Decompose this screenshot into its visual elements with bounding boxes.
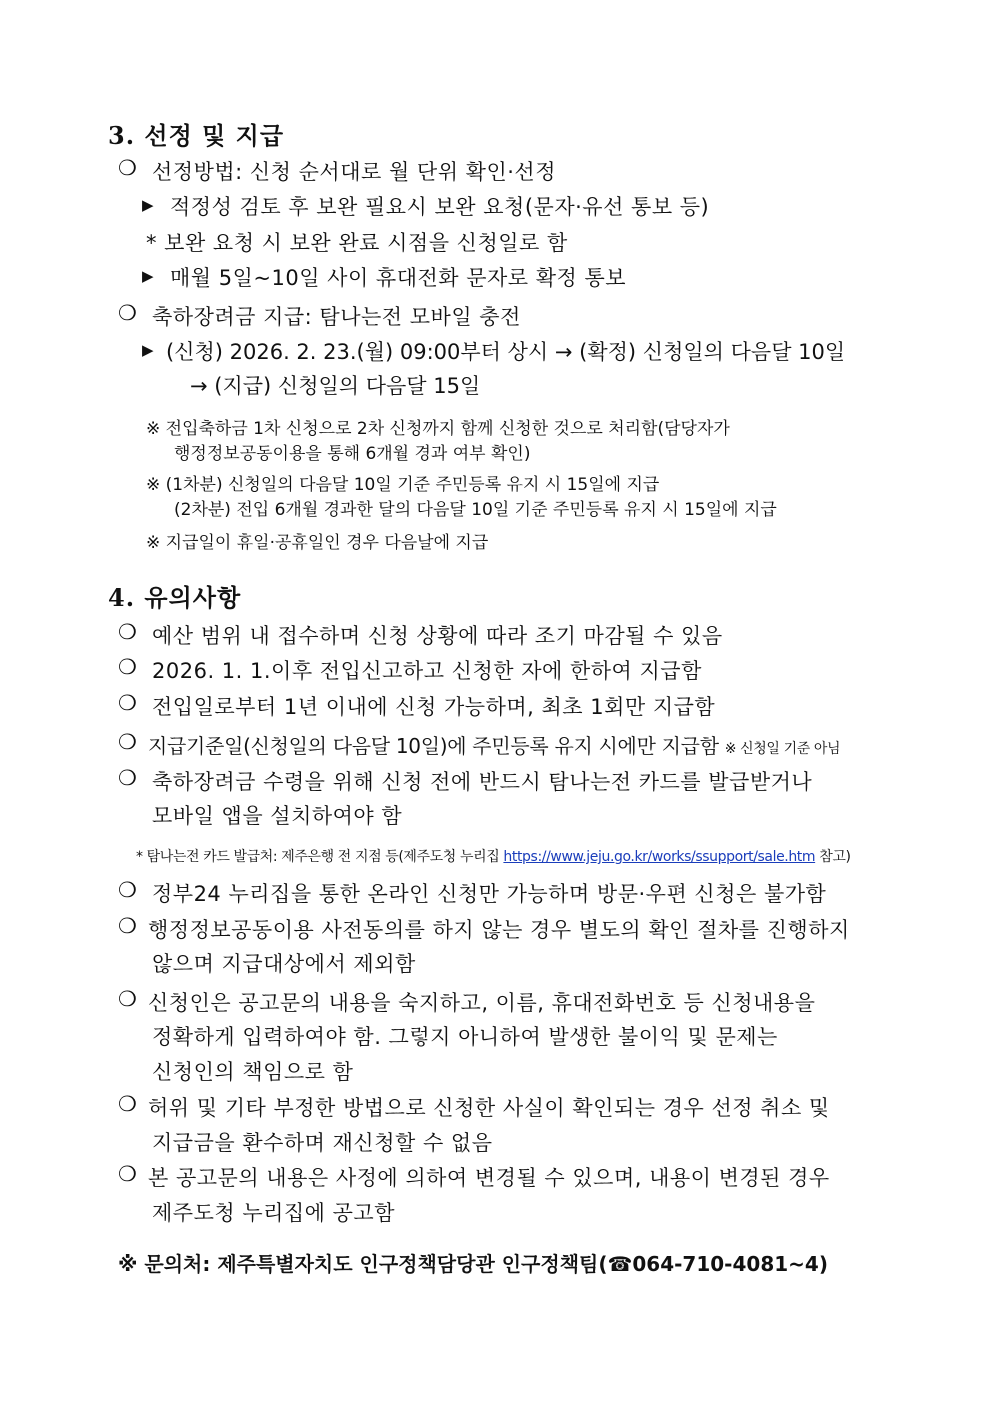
- confirm-notice-item: 매월 5일~10일 사이 휴대전화 문자로 확정 통보: [170, 266, 627, 290]
- note-2b: (2차분) 전입 6개월 경과한 달의 다음달 10일 기준 주민등록 유지 시 15일에 지급: [174, 500, 777, 520]
- note-2a: ※ (1차분) 신청일의 다음달 10일 기준 주민등록 유지 시 15일에 지급: [146, 475, 660, 495]
- notice-item-10a: 본 공고문의 내용은 사정에 의하여 변경될 수 있으며, 내용이 변경된 경우: [148, 1166, 830, 1190]
- section-4-title: 4. 유의사항: [108, 583, 242, 612]
- schedule-line-2: → (지급) 신청일의 다음달 15일: [190, 374, 481, 398]
- card-note-prefix: * 탐나는전 카드 발급처: 제주은행 전 지점 등(제주도청 누리집: [136, 849, 504, 865]
- card-issuer-note: [136, 846, 851, 866]
- note-1b: 행정정보공동이용을 통해 6개월 경과 여부 확인): [174, 444, 531, 464]
- notice-item-7b: 않으며 지급대상에서 제외함: [152, 952, 416, 976]
- selection-method: 선정방법: 신청 순서대로 월 단위 확인·선정: [152, 160, 556, 184]
- notice-item-4: [148, 730, 840, 759]
- card-note-link[interactable]: https://www.jeju.go.kr/works/ssupport/sale.htm: [503, 849, 816, 865]
- circle-bullet-icon: ❍: [118, 691, 137, 715]
- notice-item-1: 예산 범위 내 접수하며 신청 상황에 따라 조기 마감될 수 있음: [152, 624, 723, 648]
- note-1a: ※ 전입축하금 1차 신청으로 2차 신청까지 함께 신청한 것으로 처리함(담당자가: [146, 419, 730, 439]
- circle-bullet-icon: ❍: [118, 878, 137, 902]
- notice-item-6: 정부24 누리집을 통한 온라인 신청만 가능하며 방문·우편 신청은 불가함: [152, 882, 827, 906]
- section-3-title: 3. 선정 및 지급: [108, 121, 285, 150]
- notice-item-3: 전입일로부터 1년 이내에 신청 가능하며, 최초 1회만 지급함: [152, 695, 716, 719]
- circle-bullet-icon: ❍: [118, 987, 137, 1011]
- notice-item-9b: 지급금을 환수하며 재신청할 수 없음: [152, 1131, 493, 1155]
- card-note-suffix: 참고): [815, 849, 851, 865]
- triangle-bullet-icon: ▶: [142, 267, 154, 285]
- circle-bullet-icon: ❍: [118, 1162, 137, 1186]
- circle-bullet-icon: ❍: [118, 914, 137, 938]
- notice-item-7a: 행정정보공동이용 사전동의를 하지 않는 경우 별도의 확인 절차를 진행하지: [148, 918, 850, 942]
- notice-item-8c: 신청인의 책임으로 함: [152, 1060, 354, 1084]
- notice-item-4-text: 지급기준일(신청일의 다음달 10일)에 주민등록 유지 시에만 지급함: [148, 734, 719, 758]
- circle-bullet-icon: ❍: [118, 655, 137, 679]
- triangle-bullet-icon: ▶: [142, 341, 154, 359]
- circle-bullet-icon: ❍: [118, 620, 137, 644]
- triangle-bullet-icon: ▶: [142, 196, 154, 214]
- notice-item-2: 2026. 1. 1.이후 전입신고하고 신청한 자에 한하여 지급함: [152, 659, 702, 683]
- notice-item-4-note: ※ 신청일 기준 아님: [724, 741, 841, 757]
- notice-item-8a: 신청인은 공고문의 내용을 숙지하고, 이름, 휴대전화번호 등 신청내용을: [148, 991, 816, 1015]
- payment-method: 축하장려금 지급: 탐나는전 모바일 충전: [152, 305, 521, 329]
- notice-item-9a: 허위 및 기타 부정한 방법으로 신청한 사실이 확인되는 경우 선정 취소 및: [148, 1096, 830, 1120]
- schedule-line-1: (신청) 2026. 2. 23.(월) 09:00부터 상시 → (확정) 신청일의 다음달 10일: [166, 340, 846, 364]
- supplement-note: * 보완 요청 시 보완 완료 시점을 신청일로 함: [146, 231, 568, 255]
- notice-item-5b: 모바일 앱을 설치하여야 함: [152, 804, 403, 828]
- circle-bullet-icon: ❍: [118, 156, 137, 180]
- review-item: 적정성 검토 후 보완 필요시 보완 요청(문자·유선 통보 등): [170, 195, 710, 219]
- note-3: ※ 지급일이 휴일·공휴일인 경우 다음날에 지급: [146, 533, 489, 553]
- circle-bullet-icon: ❍: [118, 730, 137, 754]
- contact-info: ※ 문의처: 제주특별자치도 인구정책담당관 인구정책팀(☎064-710-4081~4): [118, 1252, 828, 1276]
- circle-bullet-icon: ❍: [118, 766, 137, 790]
- circle-bullet-icon: ❍: [118, 301, 137, 325]
- notice-item-10b: 제주도청 누리집에 공고함: [152, 1201, 395, 1225]
- circle-bullet-icon: ❍: [118, 1092, 137, 1116]
- notice-item-5a: 축하장려금 수령을 위해 신청 전에 반드시 탐나는전 카드를 발급받거나: [152, 770, 813, 794]
- notice-item-8b: 정확하게 입력하여야 함. 그렇지 아니하여 발생한 불이익 및 문제는: [152, 1025, 778, 1049]
